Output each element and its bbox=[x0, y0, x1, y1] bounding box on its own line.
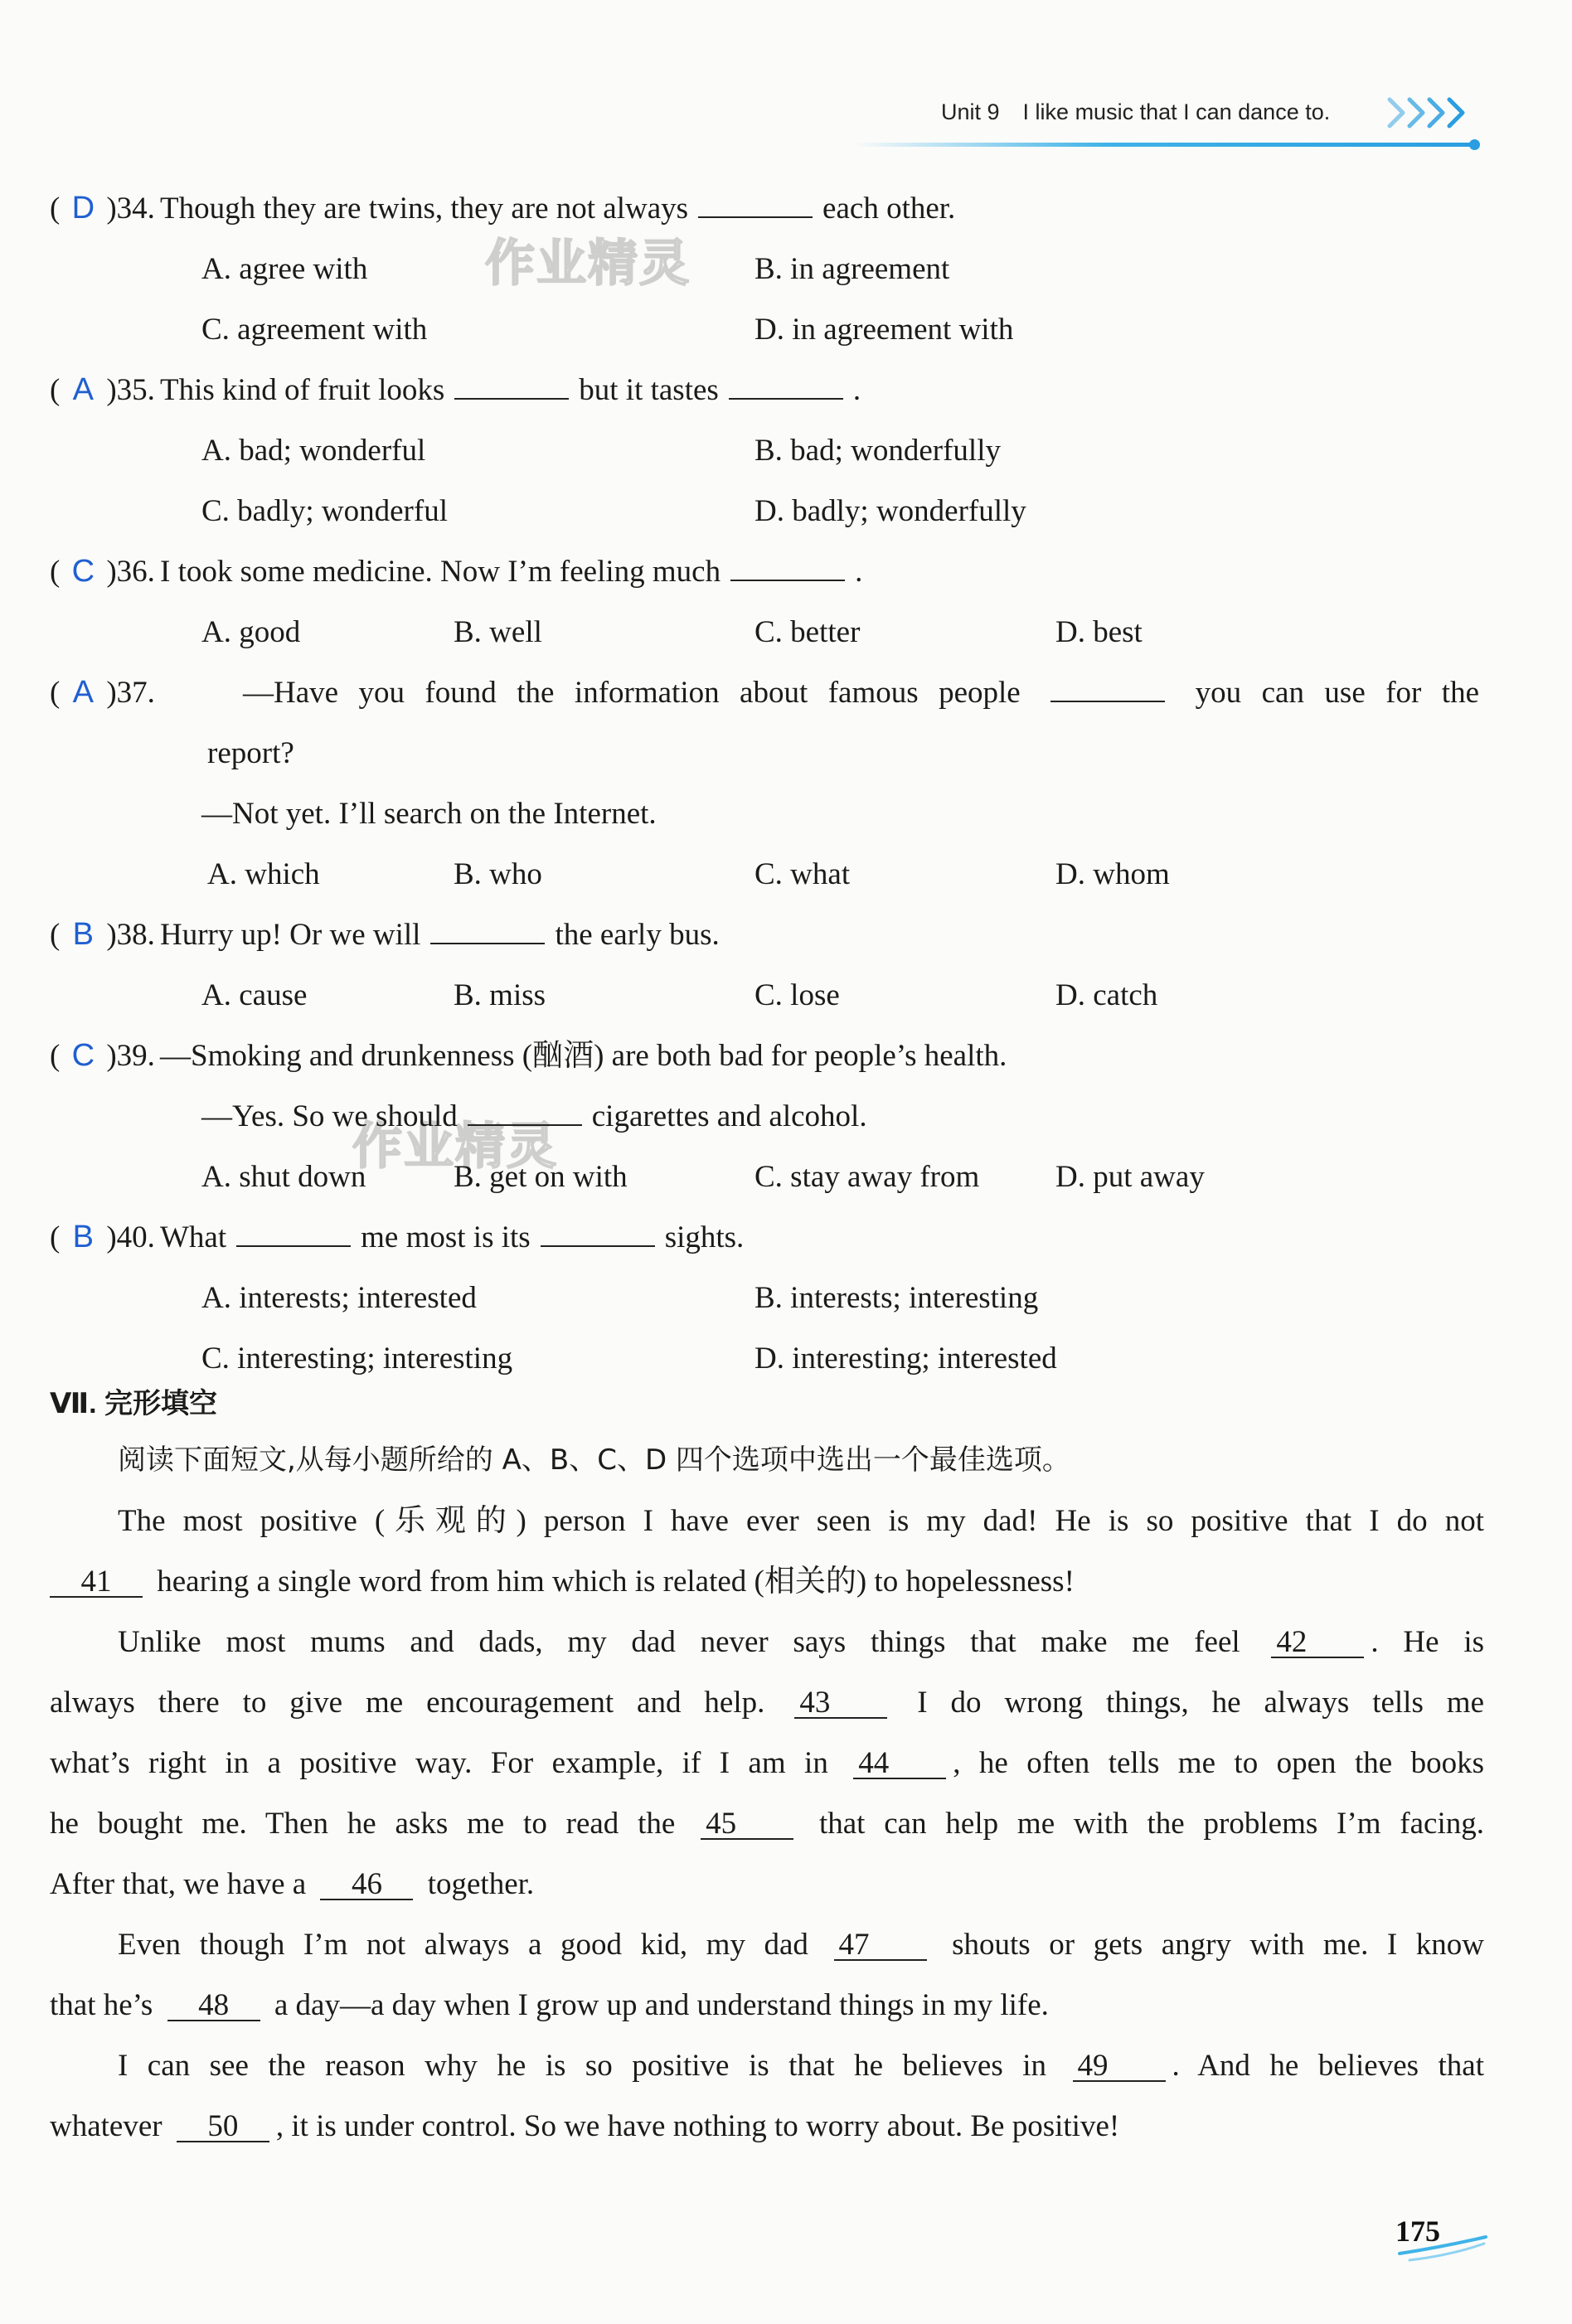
answer-blank bbox=[541, 1220, 655, 1247]
option: C. stay away from bbox=[754, 1160, 980, 1194]
answer-blank bbox=[729, 373, 843, 400]
option: B. bad; wonderfully bbox=[754, 434, 1001, 468]
option: D. interesting; interested bbox=[754, 1342, 1057, 1375]
answer-paren: ( A )35. bbox=[50, 360, 155, 420]
passage-line: After that, we have a 46 together. bbox=[50, 1867, 535, 1901]
option: A. which bbox=[207, 857, 320, 891]
option: D. whom bbox=[1055, 857, 1170, 891]
option: B. in agreement bbox=[754, 252, 950, 286]
option: C. agreement with bbox=[201, 313, 428, 347]
answer-letter: C bbox=[71, 1038, 95, 1073]
answer-paren: ( D )34. bbox=[50, 178, 155, 239]
unit-label: Unit 9 bbox=[941, 99, 1000, 124]
answer-blank bbox=[698, 192, 813, 218]
question-stem: What me most is its sights. bbox=[160, 1220, 745, 1254]
question-stem: I took some medicine. Now I’m feeling much . bbox=[160, 555, 863, 589]
question-stem: Hurry up! Or we will the early bus. bbox=[160, 918, 720, 952]
answer-paren: ( A )37. bbox=[50, 662, 155, 723]
option: B. well bbox=[454, 615, 542, 649]
option: A. agree with bbox=[201, 252, 368, 286]
cloze-blank-48: 48 bbox=[167, 1992, 260, 2021]
option: A. good bbox=[201, 615, 301, 649]
passage-line: Unlike most mums and dads, my dad never says things that make me feel 42 . He is bbox=[118, 1625, 1484, 1659]
header-rule-dot bbox=[1469, 139, 1480, 150]
answer-blank bbox=[236, 1220, 351, 1247]
page-number: 175 bbox=[1395, 2215, 1440, 2248]
question-38 bbox=[50, 905, 1484, 1026]
question-stem: —Smoking and drunkenness (酗酒) are both bad for people’s health. bbox=[160, 1039, 1007, 1073]
answer-paren: ( C )39. bbox=[50, 1026, 155, 1086]
option: A. interests; interested bbox=[201, 1281, 477, 1315]
cloze-passage bbox=[50, 1430, 1484, 2157]
cloze-blank-43: 43 bbox=[794, 1689, 887, 1719]
answer-blank bbox=[468, 1099, 582, 1126]
page-header bbox=[829, 93, 1492, 151]
option: B. who bbox=[454, 857, 542, 891]
option: C. what bbox=[754, 857, 851, 891]
passage-line: that he’s 48 a day—a day when I grow up and understand things in my life. bbox=[50, 1988, 1049, 2022]
header-text bbox=[941, 99, 1330, 125]
watermark: 作业精灵 bbox=[352, 1118, 558, 1176]
dialogue-reply: —Not yet. I’ll search on the Internet. bbox=[201, 797, 657, 831]
option: A. bad; wonderful bbox=[201, 434, 426, 468]
passage-line: he bought me. Then he asks me to read the 45 that can help me with the problems I’m facing. bbox=[50, 1807, 1484, 1841]
section-instruction: 阅读下面短文,从每小题所给的 A、B、C、D 四个选项中选出一个最佳选项。 bbox=[118, 1443, 1070, 1477]
chevrons-icon bbox=[1383, 93, 1482, 134]
passage-line: Even though I’m not always a good kid, my dad 47 shouts or gets angry with me. I know bbox=[118, 1928, 1484, 1962]
answer-paren: ( B )40. bbox=[50, 1207, 155, 1268]
question-stem: This kind of fruit looks but it tastes . bbox=[160, 373, 861, 407]
passage-line: whatever 50 , it is under control. So we have nothing to worry about. Be positive! bbox=[50, 2109, 1120, 2143]
option: B. miss bbox=[454, 978, 546, 1012]
question-37 bbox=[50, 662, 1484, 905]
cloze-blank-49: 49 bbox=[1073, 2052, 1166, 2082]
option: D. in agreement with bbox=[754, 313, 1014, 347]
cloze-blank-50: 50 bbox=[177, 2113, 269, 2142]
option: D. best bbox=[1055, 615, 1143, 649]
option: A. shut down bbox=[201, 1160, 366, 1194]
answer-letter: B bbox=[72, 1220, 94, 1254]
passage-line: always there to give me encouragement and help. 43 I do wrong things, he always tells me bbox=[50, 1686, 1485, 1720]
answer-letter: C bbox=[71, 554, 95, 589]
question-stem: —Have you found the information about famous people you can use for the bbox=[243, 676, 1480, 710]
option: C. better bbox=[754, 615, 861, 649]
cloze-blank-46: 46 bbox=[320, 1870, 413, 1900]
cloze-blank-45: 45 bbox=[701, 1810, 793, 1840]
dialogue-reply: —Yes. So we should cigarettes and alcohol. bbox=[201, 1099, 867, 1133]
passage-line: 41 hearing a single word from him which is related (相关的) to hopelessness! bbox=[50, 1551, 1484, 1612]
answer-blank bbox=[430, 918, 545, 944]
option: A. cause bbox=[201, 978, 308, 1012]
option: C. badly; wonderful bbox=[201, 494, 448, 528]
answer-blank bbox=[454, 373, 569, 400]
unit-title: I like music that I can dance to. bbox=[1022, 99, 1331, 124]
cloze-blank-47: 47 bbox=[834, 1931, 927, 1961]
option: D. badly; wonderfully bbox=[754, 494, 1026, 528]
answer-letter: D bbox=[71, 191, 95, 226]
cloze-blank-42: 42 bbox=[1271, 1628, 1364, 1658]
cloze-blank-41: 41 bbox=[50, 1568, 143, 1598]
option: D. put away bbox=[1055, 1160, 1205, 1194]
option: B. get on with bbox=[454, 1160, 628, 1194]
passage-line: what’s right in a positive way. For example, if I am in 44 , he often tells me to open the books bbox=[50, 1746, 1484, 1780]
answer-letter: A bbox=[72, 675, 94, 710]
answer-letter: B bbox=[72, 917, 94, 952]
answer-paren: ( C )36. bbox=[50, 541, 155, 602]
question-stem: Though they are twins, they are not always each other. bbox=[160, 192, 956, 226]
watermark: 作业精灵 bbox=[485, 235, 691, 293]
answer-blank bbox=[1050, 676, 1165, 702]
option: D. catch bbox=[1055, 978, 1158, 1012]
question-34 bbox=[50, 178, 1484, 360]
option: C. interesting; interesting bbox=[201, 1342, 513, 1375]
option: B. interests; interesting bbox=[754, 1281, 1039, 1315]
answer-letter: A bbox=[72, 372, 94, 407]
section-title: Ⅶ. 完形填空 bbox=[50, 1388, 218, 1419]
question-40 bbox=[50, 1207, 1484, 1389]
question-36 bbox=[50, 541, 1484, 662]
question-stem-cont: report? bbox=[207, 736, 294, 770]
question-39 bbox=[50, 1026, 1484, 1207]
header-rule bbox=[854, 143, 1477, 147]
passage-line: The most positive (乐观的) person I have ever seen is my dad! He is so positive that I do not bbox=[118, 1504, 1484, 1538]
answer-paren: ( B )38. bbox=[50, 905, 155, 965]
cloze-blank-44: 44 bbox=[853, 1749, 946, 1779]
page-content bbox=[50, 178, 1485, 2143]
answer-blank bbox=[730, 555, 845, 581]
question-35 bbox=[50, 360, 1484, 541]
passage-line: I can see the reason why he is so positive is that he believes in 49 . And he believes that bbox=[118, 2049, 1485, 2083]
option: C. lose bbox=[754, 978, 840, 1012]
